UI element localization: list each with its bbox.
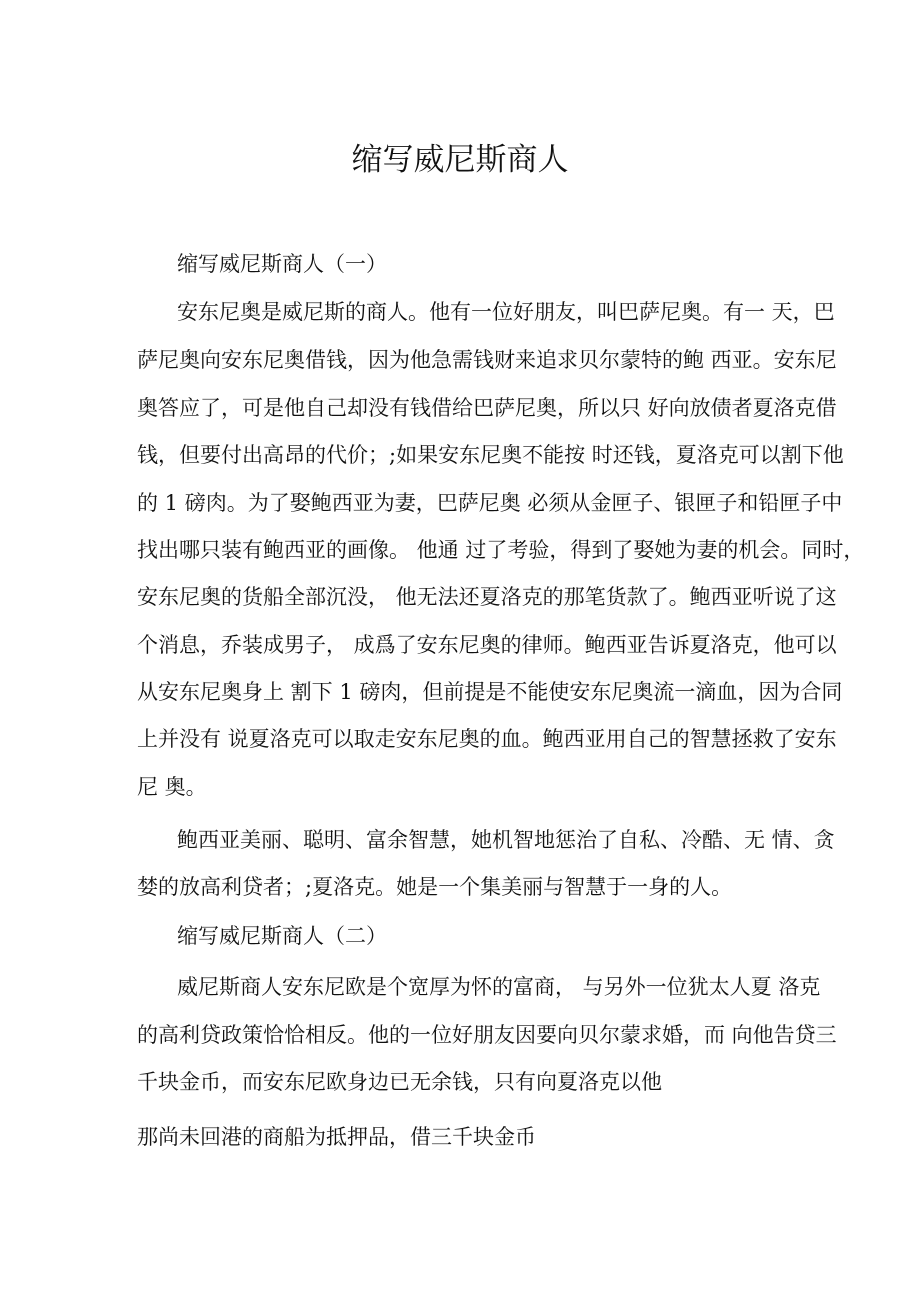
section-heading: 缩写威尼斯商人（二）	[177, 924, 387, 948]
paragraph-line: 的 1 磅肉。为了娶鲍西亚为妻，巴萨尼奥 必须从金匣子、银匣子和铅匣子中	[137, 491, 843, 515]
paragraph-line: 尼 奥。	[137, 775, 207, 799]
paragraph-line: 婪的放高利贷者；;夏洛克。她是一个集美丽与智慧于一身的人。	[137, 875, 733, 899]
paragraph-line: 萨尼奥向安东尼奥借钱，因为他急需钱财来追求贝尔蒙特的鲍 西亚。安东尼	[137, 348, 837, 372]
paragraph-line: 奥答应了，可是他自己却没有钱借给巴萨尼奥，所以只 好向放债者夏洛克借	[137, 396, 837, 420]
paragraph-line: 安东尼奥的货船全部沉没， 他无法还夏洛克的那笔货款了。鲍西亚听说了这	[137, 585, 837, 609]
paragraph-line: 个消息，乔装成男子， 成爲了安东尼奥的律师。鲍西亚告诉夏洛克，他可以	[137, 633, 837, 657]
section-heading: 缩写威尼斯商人（一）	[177, 252, 387, 276]
paragraph-line: 上并没有 说夏洛克可以取走安东尼奥的血。鲍西亚用自己的智慧拯救了安东	[137, 727, 837, 751]
paragraph-line: 的高利贷政策恰恰相反。他的一位好朋友因要向贝尔蒙求婚，而 向他告贷三	[137, 1023, 837, 1047]
document-title: 缩写威尼斯商人	[351, 142, 569, 178]
paragraph-line: 从安东尼奥身上 割下 1 磅肉，但前提是不能使安东尼奥流一滴血，因为合同	[137, 680, 843, 704]
paragraph-line: 那尚未回港的商船为抵押品，借三千块金币	[137, 1125, 536, 1149]
paragraph-line: 钱，但要付出高昂的代价；;如果安东尼奥不能按 时还钱，夏洛克可以割下他	[137, 443, 844, 467]
paragraph-line: 千块金币，而安东尼欧身边已无余钱，只有向夏洛克以他	[137, 1070, 662, 1094]
paragraph-line: 鲍西亚美丽、聪明、富余智慧，她机智地惩治了自私、冷酷、无 情、贪	[177, 828, 835, 852]
paragraph-line: 威尼斯商人安东尼欧是个宽厚为怀的富商， 与另外一位犹太人夏 洛克	[177, 975, 821, 999]
paragraph-line: 找出哪只装有鲍西亚的画像。 他通 过了考验，得到了娶她为妻的机会。同时，	[137, 538, 865, 562]
paragraph-line: 安东尼奥是威尼斯的商人。他有一位好朋友，叫巴萨尼奥。有一 天，巴	[177, 300, 835, 324]
